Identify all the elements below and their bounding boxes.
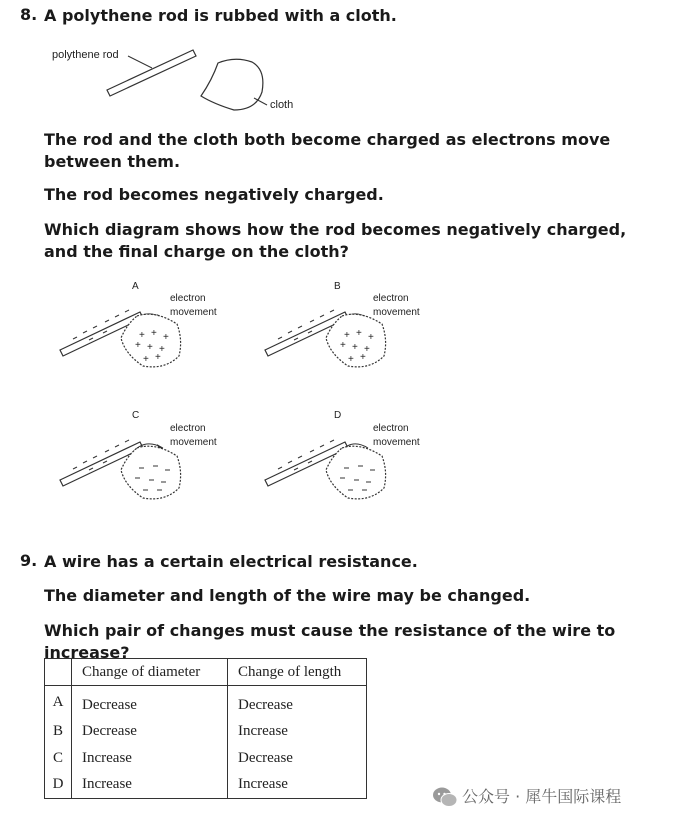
- table-cell: Decrease: [72, 686, 228, 719]
- rod-and-cloth-figure: [0, 0, 674, 130]
- svg-text:+: +: [368, 332, 374, 343]
- table-cell: Increase: [72, 745, 228, 772]
- table-cell: B: [45, 719, 72, 746]
- option-c-diagram: [55, 430, 195, 510]
- svg-text:+: +: [340, 340, 346, 351]
- svg-text:+: +: [356, 328, 362, 339]
- table-cell: Increase: [72, 772, 228, 799]
- option-a-letter: A: [132, 281, 139, 292]
- q8-paragraph-1: The rod and the cloth both become charged as electrons move between them.: [44, 130, 611, 171]
- svg-text:+: +: [352, 342, 358, 353]
- option-d-letter: D: [334, 410, 342, 421]
- option-b-letter: B: [334, 281, 341, 292]
- table-cell: A: [45, 686, 72, 719]
- table-header-cell: [45, 659, 72, 686]
- q8-question: Which diagram shows how the rod becomes negatively charged, and the final charge on the cloth?: [44, 220, 627, 261]
- svg-text:+: +: [344, 330, 350, 341]
- q8-paragraph-2: The rod becomes negatively charged.: [44, 185, 384, 204]
- svg-text:+: +: [159, 344, 165, 355]
- resistance-options-table: [44, 658, 367, 799]
- option-b-label-line1: electron: [373, 293, 409, 304]
- fig-rod-label: polythene rod: [52, 49, 119, 61]
- table-row: [45, 686, 367, 719]
- table-cell: Decrease: [72, 719, 228, 746]
- svg-text:+: +: [139, 330, 145, 341]
- option-c-label-line1: electron: [170, 423, 206, 434]
- table-cell: Decrease: [238, 696, 293, 713]
- svg-text:+: +: [155, 352, 161, 363]
- table-cell: Decrease: [238, 749, 293, 766]
- svg-text:+: +: [364, 344, 370, 355]
- svg-text:+: +: [360, 352, 366, 363]
- fig-cloth-label: cloth: [270, 99, 294, 111]
- table-header-row: [45, 659, 367, 686]
- option-a-label-line2: movement: [170, 307, 217, 318]
- q9-number: 9.: [20, 551, 38, 570]
- watermark-text: 公众号 · 犀牛国际课程: [462, 787, 622, 806]
- q9-stem: A wire has a certain electrical resistance.: [44, 552, 418, 571]
- option-a-label-line1: electron: [170, 293, 206, 304]
- table-cell: Increase: [238, 723, 288, 740]
- svg-text:+: +: [143, 354, 149, 365]
- svg-text:+: +: [147, 342, 153, 353]
- table-row: [45, 719, 367, 746]
- option-c-letter: C: [132, 410, 140, 421]
- option-d-label-line2: movement: [373, 437, 420, 448]
- q8-stem: A polythene rod is rubbed with a cloth.: [44, 6, 397, 25]
- q9-question: Which pair of changes must cause the resistance of the wire to increase?: [44, 621, 616, 662]
- svg-text:+: +: [135, 340, 141, 351]
- svg-text:+: +: [151, 328, 157, 339]
- table-row: [45, 772, 367, 799]
- option-c-label-line2: movement: [170, 437, 217, 448]
- table-cell: C: [45, 745, 72, 772]
- svg-text:+: +: [163, 332, 169, 343]
- option-b-diagram: [260, 300, 400, 380]
- option-b-label-line2: movement: [373, 307, 420, 318]
- option-d-diagram: [260, 430, 400, 510]
- q8-number: 8.: [20, 5, 38, 24]
- wechat-icon: [432, 786, 458, 808]
- option-d-label-line1: electron: [373, 423, 409, 434]
- table-header-cell: Change of diameter: [72, 659, 228, 686]
- q9-paragraph-1: The diameter and length of the wire may be changed.: [44, 586, 531, 605]
- table-cell: D: [45, 772, 72, 799]
- svg-text:+: +: [348, 354, 354, 365]
- table-row: [45, 745, 367, 772]
- table-cell: Increase: [238, 776, 288, 793]
- option-a-diagram: [55, 300, 195, 380]
- table-header-cell: Change of length: [228, 659, 367, 686]
